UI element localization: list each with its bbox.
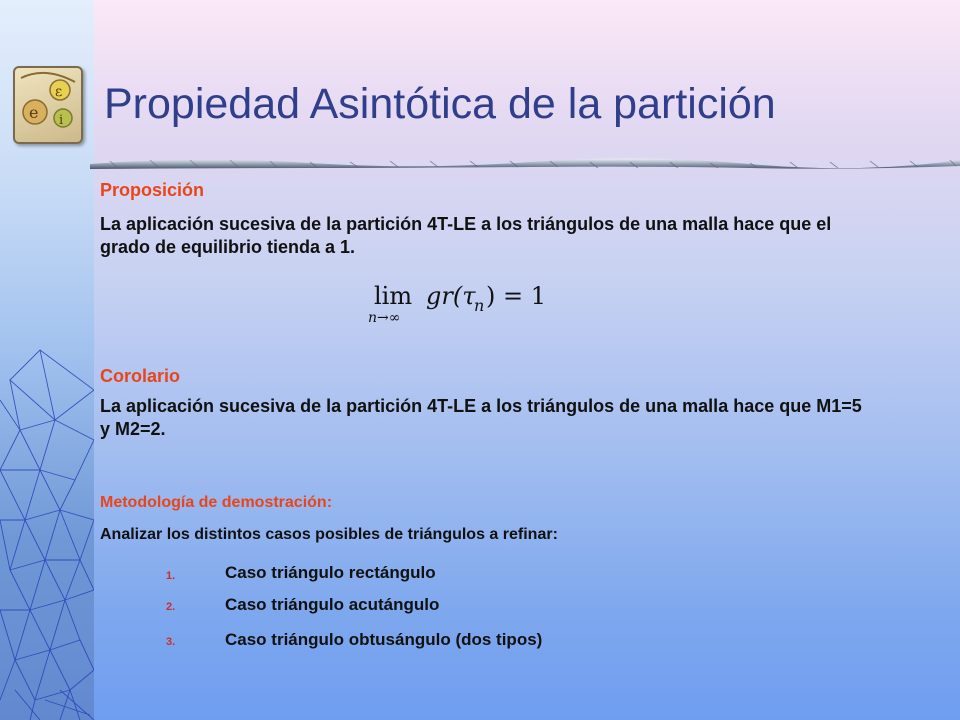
svg-text:i: i [59,113,64,128]
corolario-heading: Corolario [100,366,181,386]
formula-sub: n→∞ [368,310,401,326]
svg-text:e: e [29,103,39,122]
proposicion-text: La aplicación sucesiva de la partición 4T-LE a los triángulos de una malla hace que el grado de equilibrio tienda a 1. [100,214,832,257]
list-number-3: 3. [166,636,176,648]
list-item-2: Caso triángulo acutángulo [225,595,440,614]
metodologia-block [100,494,870,544]
proposicion-heading: Proposición [100,180,205,200]
list-item-3: Caso triángulo obtusángulo (dos tipos) [225,630,543,649]
left-decorative-strip [0,0,94,720]
rope-divider [90,152,960,174]
svg-text:ε: ε [55,84,63,100]
page-title: Propiedad Asintótica de la partición [104,80,776,128]
list-number-1: 1. [166,570,176,582]
metodologia-intro: Analizar los distintos casos posibles de triángulos a refinar: [100,526,558,543]
formula-subscript: n [474,296,485,315]
formula-rhs: ) = 1 [486,282,546,310]
metodologia-heading: Metodología de demostración: [100,494,333,511]
corolario-text: La aplicación sucesiva de la partición 4T-LE a los triángulos de una malla hace que M1=5 y M2=2. [100,396,862,439]
list-item-1: Caso triángulo rectángulo [225,563,436,582]
logo-icon [13,66,83,144]
slide-content [100,180,870,259]
list-number-2: 2. [166,601,176,613]
formula-body: gr(τ [426,282,476,310]
corolario-block [100,366,870,441]
formula-lim: lim [374,282,413,310]
